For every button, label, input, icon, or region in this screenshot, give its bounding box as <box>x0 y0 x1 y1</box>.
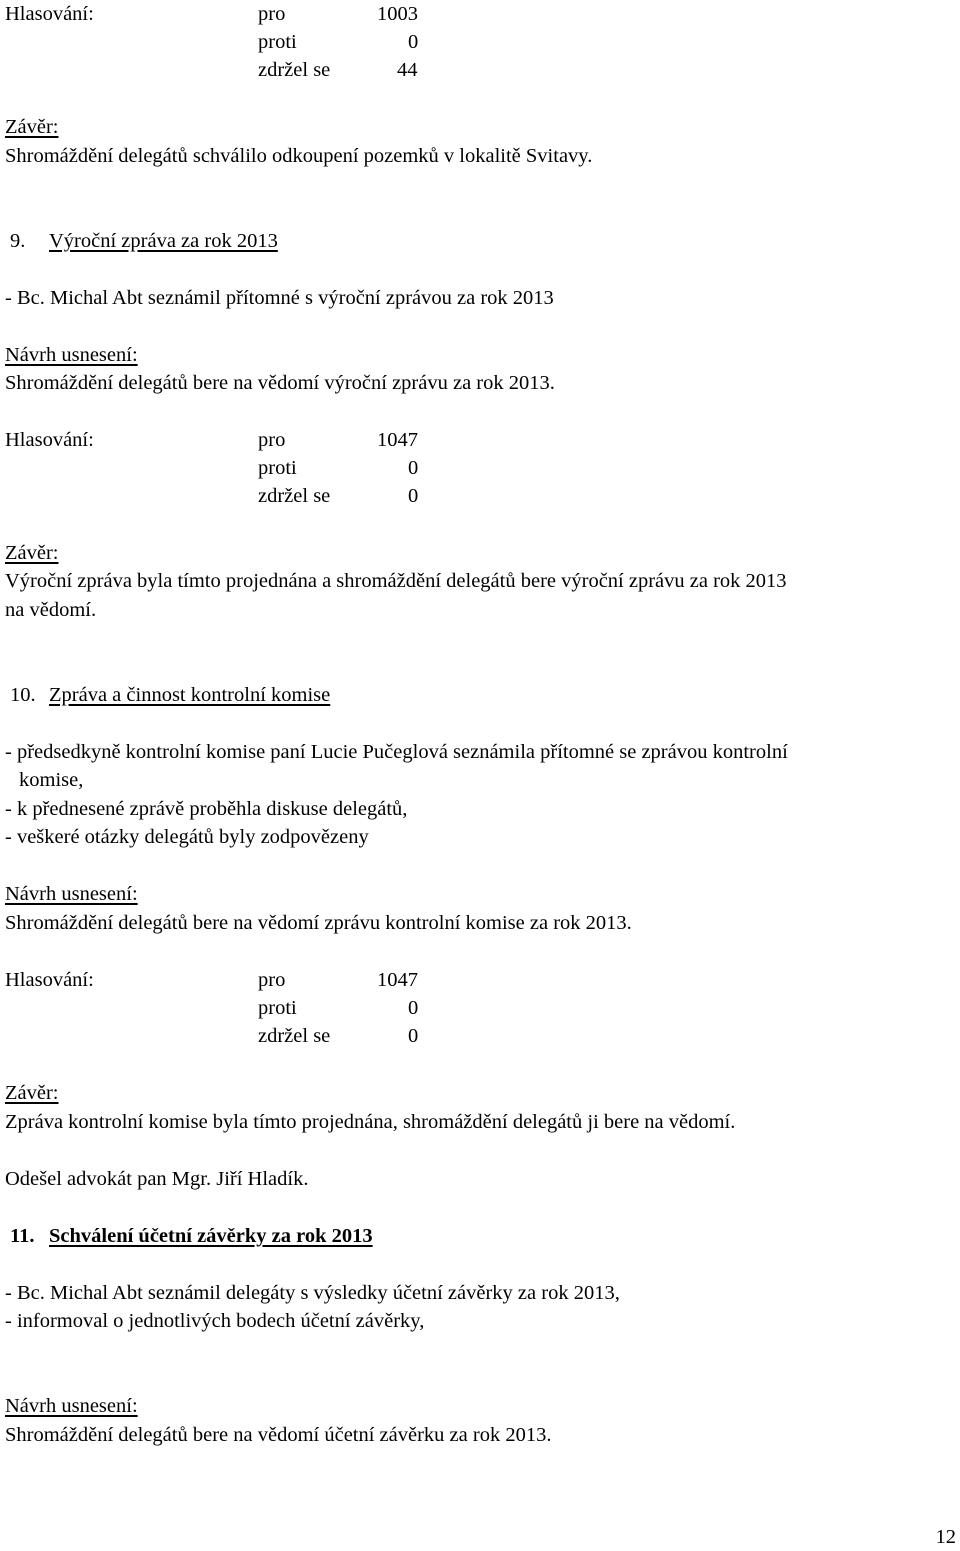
section-11-line-1: - Bc. Michal Abt seznámil delegáty s výsledky účetní závěrky za rok 2013, <box>5 1282 620 1304</box>
zaver-text: Shromáždění delegátů schválilo odkoupení pozemků v lokalitě Svitavy. <box>5 145 593 167</box>
section-10-number: 10. <box>10 684 36 706</box>
navrh-text: Shromáždění delegátů bere na vědomí výroční zprávu za rok 2013. <box>5 372 555 394</box>
vote-pro-count: 1003 <box>377 3 418 25</box>
vote-zdrzel-label: zdržel se <box>258 59 331 81</box>
section-10-title: Zpráva a činnost kontrolní komise <box>49 684 331 706</box>
vote-pro-label: pro <box>258 429 286 451</box>
vote-label: Hlasování: <box>5 429 94 451</box>
vote-zdrzel-label: zdržel se <box>258 1025 331 1047</box>
section-9-title: Výroční zpráva za rok 2013 <box>49 230 278 252</box>
page-number: 12 <box>935 1526 956 1548</box>
vote-pro-count: 1047 <box>377 429 418 451</box>
vote-proti-label: proti <box>258 457 297 479</box>
vote-proti-count: 0 <box>408 997 419 1019</box>
navrh-heading: Návrh usnesení: <box>5 883 138 905</box>
vote-zdrzel-count: 0 <box>408 485 419 507</box>
vote-pro-label: pro <box>258 969 286 991</box>
section-10-line-2: - k přednesené zprávě proběhla diskuse delegátů, <box>5 798 408 820</box>
section-11-title: Schválení účetní závěrky za rok 2013 <box>49 1225 373 1247</box>
zaver-heading: Závěr: <box>5 542 59 564</box>
vote-proti-label: proti <box>258 31 297 53</box>
navrh-heading: Návrh usnesení: <box>5 1395 138 1417</box>
navrh-text: Shromáždění delegátů bere na vědomí účetní závěrku za rok 2013. <box>5 1424 552 1446</box>
section-10-line-1: - předsedkyně kontrolní komise paní Lucie Pučeglová seznámila přítomné se zprávou kontrolní <box>5 741 788 763</box>
section-9-number: 9. <box>10 230 26 252</box>
vote-zdrzel-count: 44 <box>397 59 418 81</box>
section-9-line: - Bc. Michal Abt seznámil přítomné s výroční zprávou za rok 2013 <box>5 287 554 309</box>
vote-pro-count: 1047 <box>377 969 418 991</box>
vote-proti-count: 0 <box>408 457 419 479</box>
navrh-heading: Návrh usnesení: <box>5 344 138 366</box>
section-11-line-2: - informoval o jednotlivých bodech účetní závěrky, <box>5 1310 425 1332</box>
section-11-number: 11. <box>10 1225 35 1247</box>
note-text: Odešel advokát pan Mgr. Jiří Hladík. <box>5 1168 309 1190</box>
zaver-text: Výroční zpráva byla tímto projednána a shromáždění delegátů bere výroční zprávu za rok 2013 <box>5 570 787 592</box>
vote-label: Hlasování: <box>5 3 94 25</box>
vote-zdrzel-label: zdržel se <box>258 485 331 507</box>
zaver-text-cont: na vědomí. <box>5 599 97 621</box>
vote-label: Hlasování: <box>5 969 94 991</box>
section-10-line-1-cont: komise, <box>19 769 84 791</box>
vote-zdrzel-count: 0 <box>408 1025 419 1047</box>
zaver-heading: Závěr: <box>5 1082 59 1104</box>
vote-pro-label: pro <box>258 3 286 25</box>
vote-proti-count: 0 <box>408 31 419 53</box>
section-10-line-3: - veškeré otázky delegátů byly zodpovězeny <box>5 826 369 848</box>
vote-proti-label: proti <box>258 997 297 1019</box>
zaver-heading: Závěr: <box>5 116 59 138</box>
zaver-text: Zpráva kontrolní komise byla tímto projednána, shromáždění delegátů ji bere na vědomí. <box>5 1111 736 1133</box>
navrh-text: Shromáždění delegátů bere na vědomí zprávu kontrolní komise za rok 2013. <box>5 912 632 934</box>
